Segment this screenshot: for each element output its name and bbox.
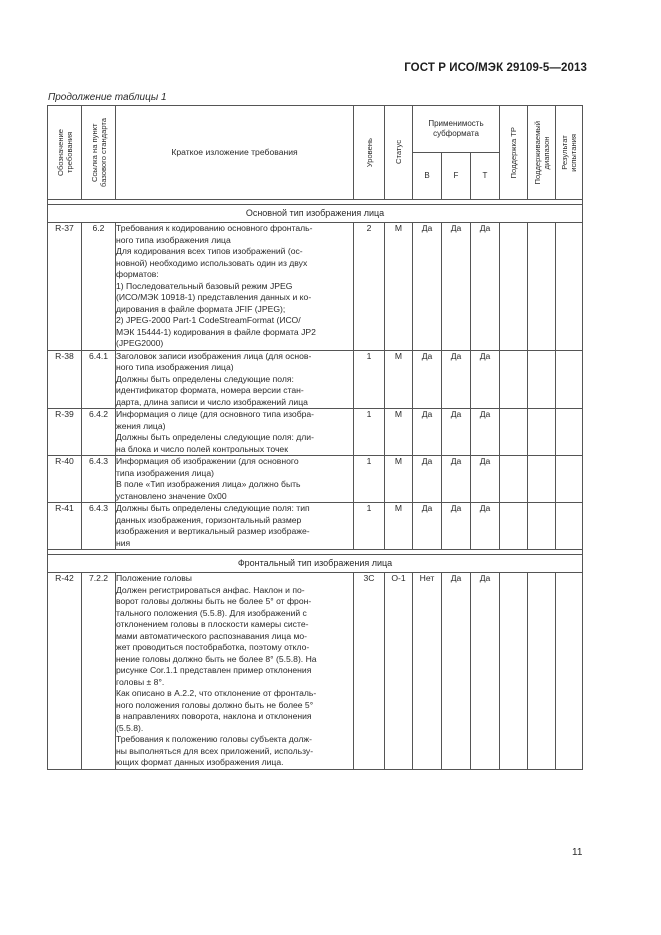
support-tr-cell [500,503,528,550]
status-cell: M [385,503,413,550]
status-cell: M [385,223,413,351]
subformat-b-cell: Да [413,409,442,456]
support-tr-cell [500,573,528,770]
subformat-b-cell: Да [413,503,442,550]
table-row [48,503,583,550]
col-header-brief: Краткое изложение требования [116,106,354,200]
brief-line: ющих формат данных изображения лица. [116,757,284,767]
level-cell: 1 [354,503,385,550]
reference-cell: 6.4.3 [82,503,116,550]
brief-line: Как описано в A.2.2, что отклонение от фронталь- [116,688,317,698]
requirement-id: R-41 [48,503,82,550]
brief-line: (JPEG2000) [116,338,164,348]
brief-line: (5.5.8). [116,722,144,733]
support-tr-cell [500,409,528,456]
table-row [48,456,583,503]
brief-line: тального положения (5.5.8). Для изображений с [116,607,307,618]
table-row [48,573,583,770]
level-cell: 1 [354,350,385,409]
level-cell: 3C [354,573,385,770]
level-cell: 1 [354,409,385,456]
section-title: Фронтальный тип изображения лица [48,555,583,573]
subformat-f-cell: Да [442,573,471,770]
brief-line: головы ± 8°. [116,676,165,687]
brief-line: мами автоматического распознавания лица мо- [116,630,308,641]
brief-cell [116,503,354,550]
supported-range-cell [528,503,556,550]
brief-cell [116,350,354,409]
standard-title: ГОСТ Р ИСО/МЭК 29109-5—2013 [404,62,587,74]
subformat-f-cell: Да [442,503,471,550]
brief-line: дарта, длина записи и число изображений лица [116,396,308,407]
subformat-t-cell: Да [471,409,500,456]
brief-line: Заголовок записи изображения лица (для основ- [116,350,312,361]
support-tr-cell [500,350,528,409]
requirement-id: R-38 [48,350,82,409]
col-header-supported-range: Поддерживаемый диапазон [528,106,556,200]
reference-cell: 6.4.2 [82,409,116,456]
test-result-cell [556,409,583,456]
subformat-f-cell: Да [442,456,471,503]
brief-line: Информация об изображении (для основного [116,456,299,466]
brief-line: данных изображения, горизонтальный размер [116,514,302,525]
col-header-sub-b: B [413,153,442,200]
page-number: 11 [572,847,583,858]
brief-line: форматов: [116,269,159,279]
supported-range-cell [528,456,556,503]
brief-line: на блока и число полей контрольных точек [116,443,288,454]
subformat-f-cell: Да [442,409,471,456]
table-row [48,223,583,351]
brief-line: установлено значение 0x00 [116,490,227,501]
brief-line: ного типа изображения лица) [116,362,234,372]
subformat-b-cell: Нет [413,573,442,770]
test-result-cell [556,350,583,409]
status-cell: M [385,409,413,456]
support-tr-cell [500,456,528,503]
test-result-cell [556,223,583,351]
brief-line: типа изображения лица) [116,467,214,478]
section-row [48,205,583,223]
requirement-id: R-37 [48,223,82,351]
brief-line: В поле «Тип изображения лица» должно быть [116,479,301,489]
test-result-cell [556,503,583,550]
requirement-id: R-40 [48,456,82,503]
supported-range-cell [528,350,556,409]
brief-line: ного положения головы должно быть не более 5° [116,699,314,710]
brief-line: Должны быть определены следующие поля: тип [116,503,310,513]
brief-line: Информация о лице (для основного типа изобра- [116,409,315,419]
level-cell: 2 [354,223,385,351]
brief-line: Для кодирования всех типов изображений (ос- [116,246,303,256]
requirement-id: R-39 [48,409,82,456]
status-cell: M [385,350,413,409]
level-cell: 1 [354,456,385,503]
test-result-cell [556,573,583,770]
section-row [48,555,583,573]
brief-line: идентификатор формата, номера версии стан- [116,385,304,395]
subformat-f-cell: Да [442,223,471,351]
brief-line: 2) JPEG-2000 Part-1 CodeStreamFormat (ИСО/ [116,315,301,325]
subformat-t-cell: Да [471,350,500,409]
brief-line: новной) необходимо использовать один из двух [116,257,308,268]
col-header-support-tr: Поддержка ТР [500,106,528,200]
col-header-reference: Ссылка на пункт базового стандарта [82,106,116,200]
col-header-level: Уровень [354,106,385,200]
brief-line: нение головы должно быть не более 8° (5.5.8). На [116,653,317,664]
brief-line: отклонением головы в плоскости камеры систе- [116,619,309,629]
subformat-f-cell: Да [442,350,471,409]
table-body [48,200,583,770]
col-header-sub-f: F [442,153,471,200]
supported-range-cell [528,573,556,770]
brief-line: рисунке Cor.1.1 представлен пример отклонения [116,665,312,675]
brief-line: изображения и вертикальный размер изображе- [116,526,310,536]
brief-cell [116,223,354,351]
status-cell: O-1 [385,573,413,770]
reference-cell: 6.4.1 [82,350,116,409]
subformat-t-cell: Да [471,503,500,550]
brief-line: жения лица) [116,420,166,431]
subformat-t-cell: Да [471,223,500,351]
brief-line: дирования в файле формата JFIF (JPEG); [116,303,286,314]
brief-cell [116,409,354,456]
brief-line: жет проводиться постобработка, поэтому откло- [116,642,310,652]
col-header-applicability: Применимость субформата [413,106,500,153]
brief-line: Должны быть определены следующие поля: дли- [116,432,314,442]
brief-line: в направлениях поворота, наклона и отклонения [116,711,312,721]
col-header-status: Статус [385,106,413,200]
col-header-sub-t: T [471,153,500,200]
brief-line: Должен регистрироваться анфас. Наклон и по- [116,584,305,595]
brief-line: (ИСО/МЭК 10918-1) представления данных и ко- [116,292,312,302]
brief-line: ворот головы должны быть не более 5° от фрон- [116,596,312,606]
support-tr-cell [500,223,528,351]
requirements-table [47,105,583,770]
subformat-t-cell: Да [471,573,500,770]
brief-line: 1) Последовательный базовый режим JPEG [116,280,293,291]
col-header-designation: Обозначение требования [48,106,82,200]
table-row [48,409,583,456]
table-caption: Продолжение таблицы 1 [48,92,167,103]
supported-range-cell [528,223,556,351]
subformat-b-cell: Да [413,223,442,351]
subformat-b-cell: Да [413,350,442,409]
status-cell: M [385,456,413,503]
brief-cell [116,456,354,503]
brief-cell [116,573,354,770]
requirement-id: R-42 [48,573,82,770]
test-result-cell [556,456,583,503]
supported-range-cell [528,409,556,456]
brief-line: Требования к положению головы субъекта долж- [116,734,312,744]
subformat-b-cell: Да [413,456,442,503]
table-row [48,350,583,409]
col-header-test-result: Результат испытания [556,106,583,200]
brief-line: ны выполняться для всех приложений, использу- [116,745,314,756]
reference-cell: 6.4.3 [82,456,116,503]
brief-line: Должны быть определены следующие поля: [116,373,294,384]
section-title: Основной тип изображения лица [48,205,583,223]
brief-line: ного типа изображения лица [116,234,231,245]
brief-line: ния [116,537,131,548]
brief-line: Положение головы [116,573,192,583]
reference-cell: 7.2.2 [82,573,116,770]
brief-line: Требования к кодированию основного фронталь- [116,223,313,233]
subformat-t-cell: Да [471,456,500,503]
brief-line: МЭК 15444-1) кодирования в файле формата JP2 [116,326,316,337]
reference-cell: 6.2 [82,223,116,351]
